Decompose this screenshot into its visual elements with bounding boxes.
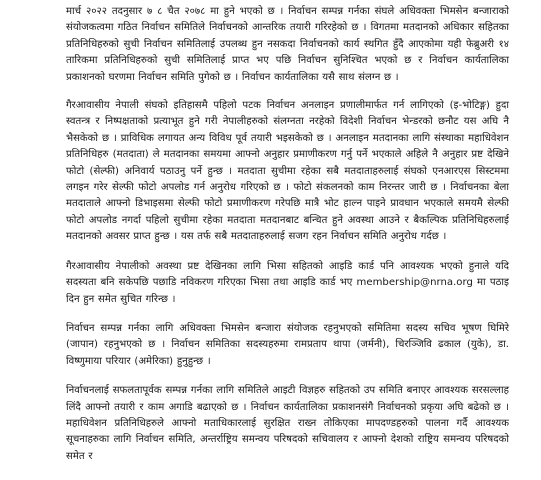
paragraph-online-voting: गैरआवासीय नेपाली संघको इतिहासमै पहिलो पटक निर्वाचन अनलाइन प्रणालीमार्फत गर्न लागिएको (इ-भोटिङ्ग) हुदा स्वतन्त्र र निष्पक्षताको प्रत्याभूत हुने गरी नेपालीहरुको संलग्नता नरहेको विदेशी निर्वाचन भेन्डरको छनौट यस अघि नै भैसकेको छ । प्राविधिक लगायत अन्य विविध पूर्व तयारी भइसकेको छ । अनलाइन मतदानका लागि संस्थाका महाधिवेशन प्रतिनिधिहरु (मतदाता) ले मतदानका समयमा आफ्नो अनुहार प्रमाणीकरण गर्नु पर्ने भएकाले अहिले नै अनुहार प्रष्ट देखिने फोटो (सेल्फी) अनिवार्य पठाउनु पर्ने हुन्छ । मतदाता सुचीमा रहेका सबै मतदाताहरुलाई संघको एनआरएस सिस्टममा लगइन गरेर सेल्फी फोटो अपलोड गर्न अनुरोध गरिएको छ । फोटो संकलनको काम निरन्तर जारी छ । निर्वाचनका बेला मतदाताले आफ्नो डिभाइसमा सेल्फी फोटो प्रमाणीकरण गरेपछि मात्रै भोट हाल्न पाइने प्रावधान भएकाले समयमै सेल्फी फोटो अपलोड नगर्दा पहिलो सुचीमा रहेका मतदाता मतदानबाट बन्चित हुने अवस्था आउने र बैकल्पिक प्रतिनिधिहरुलाई मतदानको अवसर प्राप्त हुन्छ । यस तर्फ सबै मतदाताहरुलाई सजग रहन निर्वाचन समिति अनुरोध गर्दछ । (66, 100, 509, 243)
paragraph-committee-members: निर्वाचन सम्पन्न गर्नका लागि अधिवक्ता भिमसेन बन्जारा संयोजक रहनुभएको समितिमा सदस्य सचिव भूषण घिमिरे (जापान) रहनुभएको छ । निर्वाचन समितिका सदस्यहरुमा रामप्रताप थापा (जर्मनी), चिरञ्जिवि ढकाल (युके), डा. विष्णुमाया परियार (अमेरिका) हुनुहुन्छ । (66, 322, 509, 367)
paragraph-election-schedule: मार्च २०२२ तदनुसार ७ ८ चैत २०७८ मा हुने भएको छ । निर्वाचन सम्पन्न गर्नका संघले अधिवक्ता भिमसेन बन्जाराको संयोजकत्वमा गठित निर्वाचन समितिले निर्वाचनको आन्तरिक तयारी गरिरहेको छ । विगतमा मतदानको अधिकार सहितका प्रतिनिधिहरुको सुची निर्वाचन समितिलाई उपलब्ध हुन नसकदा निर्वाचनको कार्य स्थगित हुँदै आएकोमा यही फेब्रुअरी १४ तारिकमा प्रतिनिधिहरुको सुची समितिलाई प्राप्त भए पछि निर्वाचन सुनिश्चित भएको छ र निर्वाचन कार्यतालिका प्रकाशनको घरणमा निर्वाचन समिति पुगेको छ । निर्वाचन कार्यतालिका यसै साथ संलग्न छ । (66, 6, 509, 83)
paragraph-visa-id-card: गैरआवासीय नेपालीको अवस्था प्रष्ट देखिनका लागि भिसा सहितको आइडि कार्ड पनि आवश्यक भएको हुनाले यदि सदस्यता बनि सकेपछि पछाडि नविकरण गरिएका भिसा तथा आइडि कार्ड भए membership@nrna.org मा पठाइ दिन हुन समेत सुचित गरिन्छ । (66, 260, 509, 305)
paragraph-it-subcommittee: निर्वाचनलाई सफलतापूर्वक सम्पन्न गर्नका लागि समितिले आइटी विज्ञहरु सहितको उप समिति बनाएर आवश्यक सरसल्लाह लिंदै आफ्नो तयारी र काम अगाडि बढाएको छ । निर्वाचन कार्यतालिका प्रकाशनसंगै निर्वाचनको प्रकृया अघि बढेको छ । महाधिवेशन प्रतिनिधिहरुले आफ्नो मताधिकारलाई सुरक्षित राख्न तोकिएका मापदण्डहरुको पालना गर्दै आवश्यक सूचनाहरुका लागि निर्वाचन समिति, अन्तर्राष्ट्रिय समन्वय परिषदको सचिवालय र आफ्नो देशको राष्ट्रिय समन्वय परिषदको समेत र (66, 385, 509, 462)
